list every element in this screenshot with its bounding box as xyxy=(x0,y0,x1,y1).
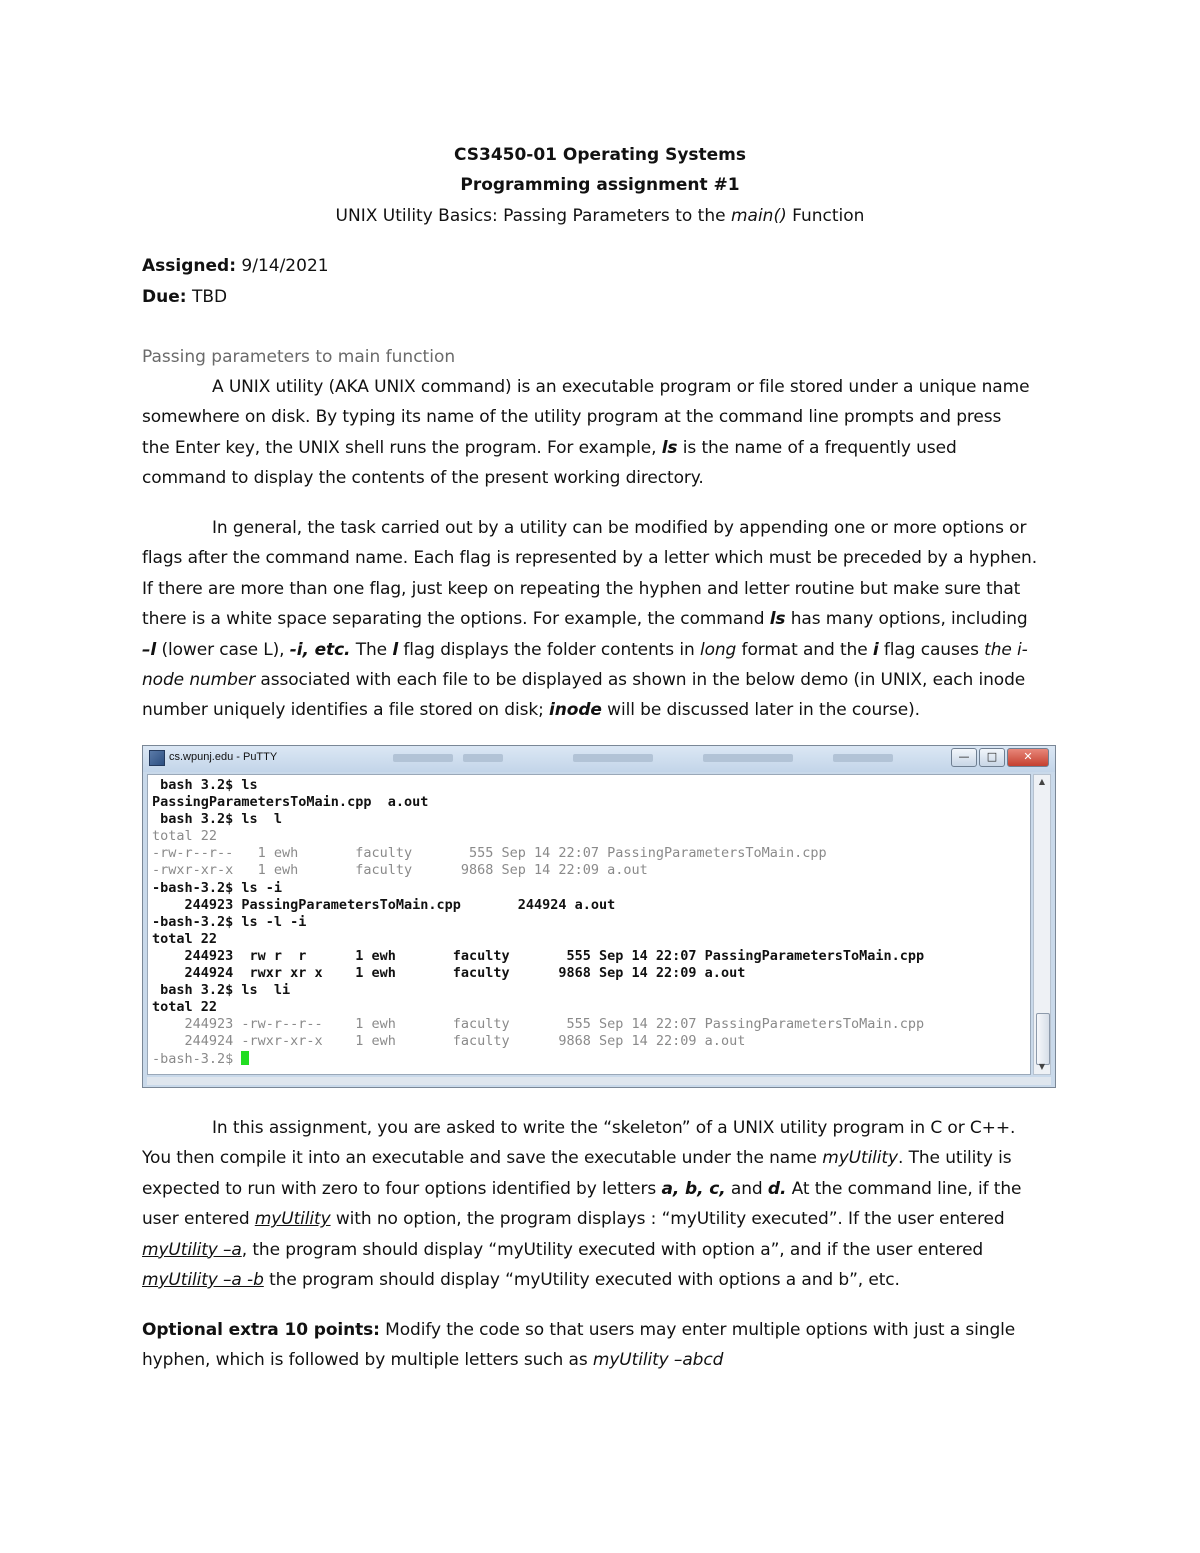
scroll-down-icon[interactable]: ▼ xyxy=(1038,1062,1046,1071)
para2-text: associated with each file to be displayed as shown in the below demo (in UNIX, each inode xyxy=(255,670,1026,691)
long-term: long xyxy=(699,639,737,660)
term-line: -bash-3.2$ ls -i xyxy=(152,879,283,896)
term-line: 244923 rw r r 1 ewh faculty 555 Sep 14 22:07 PassingParametersToMain.cpp xyxy=(152,947,925,964)
term-line: total 22 xyxy=(152,930,218,947)
window-bottom-border xyxy=(147,1077,1051,1085)
term-line: -rw-r--r-- 1 ewh faculty 555 Sep 14 22:07 PassingParametersToMain.cpp xyxy=(152,845,827,862)
para4-text: Modify the code so that users may enter multiple options with just a single xyxy=(379,1320,1016,1340)
assigned-label: Assigned: xyxy=(142,256,236,276)
flag-i: -i, etc. xyxy=(289,639,351,660)
assignment-title: Programming assignment #1 xyxy=(460,175,740,195)
option-letter-d: d. xyxy=(767,1178,787,1199)
para3-text: At the command line, if the xyxy=(786,1178,1022,1199)
para2-line: In general, the task carried out by a utility can be modified by appending one or more options or xyxy=(212,518,1027,538)
inode-term: inode xyxy=(549,700,602,721)
utility-command-ab: myUtility –a -b xyxy=(142,1270,264,1291)
term-line: 244923 PassingParametersToMain.cpp 244924 a.out xyxy=(152,896,616,913)
term-line: bash 3.2$ ls li xyxy=(152,982,291,999)
term-line: total 22 xyxy=(152,999,218,1016)
para2-line xyxy=(142,635,1057,665)
subtitle-main-function: main() xyxy=(730,206,787,226)
titlebar-blur xyxy=(833,754,893,762)
para4-line xyxy=(142,1345,1057,1375)
para2-text: The xyxy=(350,639,393,660)
para2-line: If there are more than one flag, just keep on repeating the hyphen and letter routine but make sure that xyxy=(142,578,1021,599)
para3-text: the program should display “myUtility executed with options a and b”, etc. xyxy=(263,1270,900,1291)
maximize-icon[interactable]: □ xyxy=(979,748,1005,767)
para1-line xyxy=(142,433,1057,463)
para3-line xyxy=(142,1204,1057,1234)
titlebar-blur xyxy=(463,754,503,762)
window-titlebar xyxy=(143,746,1055,772)
terminal-cursor xyxy=(241,1051,249,1065)
para1-text: is the name of a frequently used xyxy=(677,437,957,458)
term-line: -rwxr-xr-x 1 ewh faculty 9868 Sep 14 22:09 a.out xyxy=(152,862,648,879)
subtitle-text: UNIX Utility Basics: Passing Parameters to the xyxy=(335,206,731,226)
utility-name: myUtility xyxy=(822,1148,898,1169)
assigned-value: 9/14/2021 xyxy=(236,256,329,276)
para3-line: In this assignment, you are asked to write the “skeleton” of a UNIX utility program in C or C++. xyxy=(212,1118,1016,1138)
terminal-text xyxy=(148,775,1030,1068)
para2-text: number uniquely identifies a file stored on disk; xyxy=(142,700,550,721)
para4-line xyxy=(142,1315,1057,1345)
para1-line: A UNIX utility (AKA UNIX command) is an executable program or file stored under a unique name xyxy=(212,377,1030,397)
paragraph-flags xyxy=(142,513,1057,726)
para1-line: somewhere on disk. By typing its name of the utility program at the command line prompts and press xyxy=(142,407,1002,428)
para2-text: (lower case L), xyxy=(156,639,290,660)
section-heading: Passing parameters to main function xyxy=(142,347,456,367)
due-date xyxy=(142,287,227,307)
inode-term: node number xyxy=(142,670,256,691)
para3-text: user entered xyxy=(142,1209,255,1230)
para2-text: flag causes xyxy=(878,639,985,660)
due-label: Due: xyxy=(142,287,187,307)
terminal-scrollbar[interactable] xyxy=(1033,774,1051,1075)
term-line: 244924 -rwxr-xr-x 1 ewh faculty 9868 Sep 14 22:09 a.out xyxy=(152,1033,746,1050)
para2-text: has many options, including xyxy=(785,609,1028,630)
para2-line xyxy=(142,695,1057,725)
para2-line: flags after the command name. Each flag is represented by a letter which must be preceded by a hyphen. xyxy=(142,548,1038,569)
window-title: cs.wpunj.edu - PuTTY xyxy=(169,751,278,763)
para3-text: . The utility is xyxy=(897,1148,1012,1169)
utility-name: myUtility xyxy=(254,1209,331,1230)
term-line: bash 3.2$ ls xyxy=(152,777,258,793)
para3-line xyxy=(142,1265,1057,1295)
titlebar-blur xyxy=(703,754,793,762)
window-controls xyxy=(951,748,1049,767)
para2-line xyxy=(142,604,1057,634)
flag-l: –l xyxy=(142,639,157,660)
titlebar-blur xyxy=(573,754,653,762)
term-line: 244924 rwxr xr x 1 ewh faculty 9868 Sep 14 22:09 a.out xyxy=(152,965,746,982)
para2-text: there is a white space separating the options. For example, the command xyxy=(142,609,770,630)
term-line: PassingParametersToMain.cpp a.out xyxy=(152,794,429,811)
course-title: CS3450-01 Operating Systems xyxy=(453,145,747,165)
term-line: total 22 xyxy=(152,828,218,845)
ls-command: ls xyxy=(661,437,678,458)
option-letters: a, b, c, xyxy=(661,1178,726,1199)
paragraph-extra-credit xyxy=(142,1315,1057,1376)
terminal-output xyxy=(147,774,1031,1075)
scrollbar-thumb[interactable] xyxy=(1036,1013,1050,1065)
ls-command: ls xyxy=(769,609,786,630)
term-line: -bash-3.2$ ls -l -i xyxy=(152,913,307,930)
para2-text: will be discussed later in the course). xyxy=(601,700,920,721)
close-icon[interactable]: ✕ xyxy=(1007,748,1049,767)
extra-credit-label: Optional extra 10 points: xyxy=(142,1320,380,1340)
flag-l: l xyxy=(392,639,399,660)
para3-line xyxy=(142,1235,1057,1265)
para2-line xyxy=(142,665,1057,695)
para2-text: flag displays the folder contents in xyxy=(398,639,700,660)
para1-line: command to display the contents of the present working directory. xyxy=(142,468,704,489)
para3-text: You then compile it into an executable and save the executable under the name xyxy=(142,1148,823,1169)
titlebar-blur xyxy=(393,754,453,762)
para2-text: format and the xyxy=(736,639,873,660)
scroll-up-icon[interactable]: ▲ xyxy=(1038,777,1046,786)
paragraph-intro xyxy=(142,372,1057,494)
term-line: 244923 -rw-r--r-- 1 ewh faculty 555 Sep 14 22:07 PassingParametersToMain.cpp xyxy=(152,1016,925,1033)
utility-command-a: myUtility –a xyxy=(142,1239,242,1260)
subtitle-tail: Function xyxy=(786,206,865,226)
para3-text: expected to run with zero to four options identified by letters xyxy=(142,1178,662,1199)
para3-text: and xyxy=(725,1178,768,1199)
para4-text: hyphen, which is followed by multiple letters such as xyxy=(142,1350,593,1371)
assigned-date xyxy=(142,256,329,276)
utility-command-abcd: myUtility –abcd xyxy=(592,1350,724,1371)
assignment-subtitle xyxy=(0,206,1200,226)
paragraph-task xyxy=(142,1113,1057,1295)
para3-line xyxy=(142,1174,1057,1204)
para3-text: , the program should display “myUtility executed with option a”, and if the user entered xyxy=(241,1239,984,1260)
term-prompt: -bash-3.2$ xyxy=(152,1050,242,1067)
putty-terminal-screenshot xyxy=(142,745,1056,1088)
para3-text: with no option, the program displays : “myUtility executed”. If the user entered xyxy=(330,1209,1005,1230)
flag-i: i xyxy=(872,639,879,660)
para3-line xyxy=(142,1143,1057,1173)
term-line: bash 3.2$ ls l xyxy=(152,811,283,828)
inode-term: the i- xyxy=(984,639,1028,660)
minimize-icon[interactable]: — xyxy=(951,748,977,767)
putty-icon xyxy=(149,750,165,766)
due-value: TBD xyxy=(186,287,228,307)
para1-text: the Enter key, the UNIX shell runs the program. For example, xyxy=(142,437,662,458)
